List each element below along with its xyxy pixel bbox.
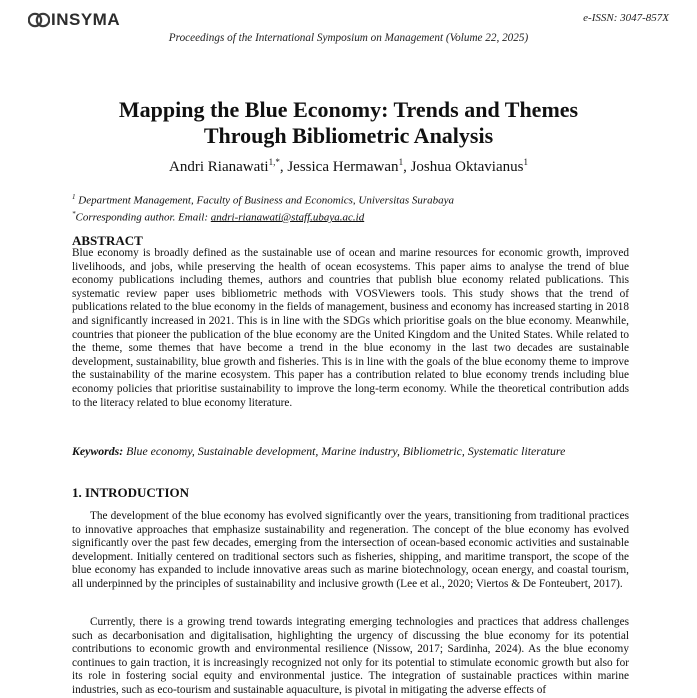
title-line-2: Through Bibliometric Analysis bbox=[203, 123, 494, 148]
affiliation-text: Department Management, Faculty of Business and Economics, Universitas Surabaya bbox=[75, 194, 455, 207]
logo-text: INSYMA bbox=[51, 10, 121, 29]
abstract-text: Blue economy is broadly defined as the sustainable use of ocean and marine resources for economic growth, improved livelihoods, and jobs, while preserving the health of ocean ecosystems. This paper aims to analyse the trend of blue economy publications including themes, authors and countries that publish blue economy related publications. This systematic review paper uses bibliometric methods with VOSViewers tools. This study shows that the trend of publications related to the blue economy in the fields of management, business and economy has increased starting in 2018 and significantly increased in 2021. This is in line with the SDGs which prioritise goals on the blue economy. Meanwhile, countries that pioneer the publication of the blue economy are the United Kingdom and the United States. While related to the theme, some themes that have become a trend in the blue economy in the last two decades are sustainable development, sustainability, blue growth and fisheries. This is in line with the goals of the blue economy theme to improve the sustainability of the marine ecosystem. This paper has a contribution related to blue economy trends including blue economy policies that prioritise sustainability to improve the long-term economy. While the theoretical contribution adds to the literacy related to blue economy literature. bbox=[72, 247, 629, 409]
issn: e-ISSN: 3047-857X bbox=[583, 12, 669, 24]
author-name: , Joshua Oktavianus bbox=[403, 159, 524, 175]
keywords-list: Blue economy, Sustainable development, Marine industry, Bibliometric, Systematic literature bbox=[123, 444, 566, 458]
introduction-paragraph-2: Currently, there is a growing trend towards integrating emerging technologies and practices that address challenges such as decarbonisation and digitalisation, highlighting the urgency of discussing the blue economy for its potential contributions to economic growth and environmental resilience (Nissow, 2017; Sardinha, 2024). As the blue economy continues to gain traction, it is increasingly recognized not only for its potential to stimulate economic growth but also for its role in fostering social equity and environmental justice. The integration of sustainable practices within marine industries, such as eco-tourism and sustainable aquaculture, is pivotal in mitigating the adverse effects of bbox=[72, 616, 629, 696]
author-name: , Jessica Hermawan bbox=[279, 159, 399, 175]
keywords bbox=[72, 444, 629, 459]
keywords-label: Keywords: bbox=[72, 444, 124, 458]
author-name: Andri Rianawati bbox=[169, 159, 269, 175]
corresponding-email-link[interactable]: andri-rianawati@staff.ubaya.ac.id bbox=[210, 211, 365, 224]
abstract-heading: ABSTRACT bbox=[72, 233, 143, 248]
introduction-paragraph-1: The development of the blue economy has evolved significantly over the years, transitioning from traditional practices to innovative approaches that emphasize sustainability and regeneration. The concept of the blue economy has evolved significantly over the past few decades, emerging from the intersection of ocean-based economic activities and sustainable development. Initially centered on traditional sectors such as fisheries, shipping, and maritime transport, the scope of the blue economy has expanded to include innovative areas such as marine biotechnology, ocean energy, and coastal tourism, all underpinned by the principles of sustainability and inclusive growth (Lee et al., 2020; Viertos & De Fonteubert, 2017). bbox=[72, 510, 629, 590]
title-line-1: Mapping the Blue Economy: Trends and Themes bbox=[118, 97, 579, 122]
insyma-logo bbox=[28, 9, 120, 31]
logo-mark-icon bbox=[28, 11, 50, 29]
paper-title bbox=[20, 97, 677, 149]
author-affiliation-mark: 1 bbox=[398, 157, 404, 167]
proceedings-header: Proceedings of the International Symposium on Management (Volume 22, 2025) bbox=[168, 32, 529, 44]
corresponding-mark: * bbox=[72, 209, 76, 218]
affiliation-mark: 1 bbox=[72, 193, 76, 201]
corresponding-line bbox=[72, 208, 454, 225]
corresponding-label: Corresponding author. Email: bbox=[75, 211, 211, 224]
author-list bbox=[20, 153, 677, 176]
affiliation-line bbox=[72, 191, 454, 208]
author-affiliation-mark: 1 bbox=[523, 157, 528, 167]
affiliations bbox=[72, 191, 454, 224]
author-affiliation-mark: 1,* bbox=[268, 157, 280, 167]
introduction-heading: 1. INTRODUCTION bbox=[72, 485, 190, 500]
